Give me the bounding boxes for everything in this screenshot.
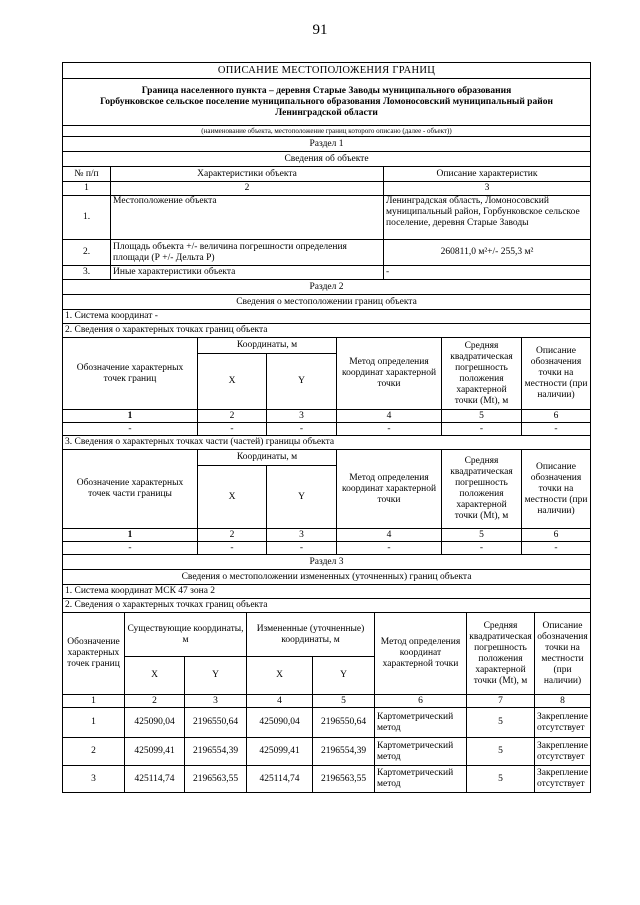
point-number: 1: [63, 708, 125, 738]
col-number: 3: [185, 695, 247, 708]
row-num: 3.: [63, 266, 111, 280]
point-number: 2: [63, 738, 125, 766]
table-row: [63, 766, 591, 793]
header-changed-x: X: [247, 657, 313, 695]
header-description: Описание обозначения точки на местности (при наличии): [522, 450, 591, 529]
point-number: 3: [63, 766, 125, 793]
existing-y: 2196563,55: [185, 766, 247, 793]
col-number: 2: [198, 529, 267, 542]
empty-cell: -: [63, 542, 198, 555]
col-number: 5: [442, 410, 522, 423]
section2-title: Сведения о местоположении границ объекта: [63, 295, 591, 310]
coordinate-system: 1. Система координат МСК 47 зона 2: [63, 585, 591, 599]
table-row: [63, 196, 591, 240]
empty-cell: -: [337, 542, 442, 555]
row-num: 2.: [63, 240, 111, 266]
header-coordinates: Координаты, м: [198, 338, 337, 354]
header-changed-coordinates: Измененные (уточненные) координаты, м: [247, 613, 375, 657]
header-x: X: [198, 466, 267, 529]
header-y: Y: [267, 466, 337, 529]
col-number: 6: [522, 410, 591, 423]
existing-x: 425099,41: [125, 738, 185, 766]
header-method: Метод определения координат характерной точки: [337, 338, 442, 410]
table-row: [63, 708, 591, 738]
section3-label: Раздел 3: [63, 555, 591, 570]
col-number: 4: [337, 529, 442, 542]
header-description: Описание обозначения точки на местности (при наличии): [535, 613, 591, 695]
empty-cell: -: [522, 542, 591, 555]
col-number: 3: [267, 529, 337, 542]
header-accuracy: Средняя квадратическая погрешность положения характерной точки (Mt), м: [467, 613, 535, 695]
document-title: ОПИСАНИЕ МЕСТОПОЛОЖЕНИЯ ГРАНИЦ: [63, 63, 591, 79]
method: Картометрический метод: [375, 766, 467, 793]
section1-title: Сведения об объекте: [63, 152, 591, 167]
empty-cell: -: [198, 542, 267, 555]
row-num: 1.: [63, 196, 111, 240]
part-boundary-points-title: 3. Сведения о характерных точках части (частей) границы объекта: [63, 436, 591, 450]
section2-table: [62, 279, 591, 555]
row-characteristic: Местоположение объекта: [111, 196, 384, 240]
col-number: 2: [125, 695, 185, 708]
empty-cell: -: [337, 423, 442, 436]
header-changed-y: Y: [313, 657, 375, 695]
existing-x: 425090,04: [125, 708, 185, 738]
col-number: 1: [63, 695, 125, 708]
empty-cell: -: [522, 423, 591, 436]
object-caption: (наименование объекта, местоположение границ которого описано (далее - объект)): [63, 126, 591, 137]
method: Картометрический метод: [375, 708, 467, 738]
object-name: [63, 79, 591, 126]
changed-x: 425090,04: [247, 708, 313, 738]
existing-x: 425114,74: [125, 766, 185, 793]
description: Закрепление отсутствует: [535, 738, 591, 766]
empty-cell: -: [442, 423, 522, 436]
header-designation-part: Обозначение характерных точек части границы: [63, 450, 198, 529]
boundary-points-title: 2. Сведения о характерных точках границ объекта: [63, 599, 591, 613]
header-designation: Обозначение характерных точек границ: [63, 613, 125, 695]
changed-y: 2196554,39: [313, 738, 375, 766]
col-number: 5: [442, 529, 522, 542]
object-name-line-3: Ленинградской области: [275, 107, 378, 118]
section1-table: [62, 62, 591, 280]
col-number: 3: [384, 182, 591, 196]
col-number: 2: [198, 410, 267, 423]
accuracy: 5: [467, 738, 535, 766]
col-number: 3: [267, 410, 337, 423]
col-number: 8: [535, 695, 591, 708]
col-number: 4: [337, 410, 442, 423]
header-existing-coordinates: Существующие координаты, м: [125, 613, 247, 657]
accuracy: 5: [467, 766, 535, 793]
table-row: [63, 542, 591, 555]
coordinate-system: 1. Система координат -: [63, 310, 591, 324]
header-coordinates: Координаты, м: [198, 450, 337, 466]
table-row: [63, 423, 591, 436]
empty-cell: -: [267, 542, 337, 555]
section1-label: Раздел 1: [63, 137, 591, 152]
page-number: 91: [312, 22, 328, 38]
empty-cell: -: [442, 542, 522, 555]
header-method: Метод определения координат характерной точки: [375, 613, 467, 695]
header-accuracy: Средняя квадратическая погрешность положения характерной точки (Mt), м: [442, 338, 522, 410]
section3-table: [62, 554, 591, 793]
header-method: Метод определения координат характерной точки: [337, 450, 442, 529]
header-existing-x: X: [125, 657, 185, 695]
col-header-num: № п/п: [63, 167, 111, 182]
section2-label: Раздел 2: [63, 280, 591, 295]
object-name-line-1: Граница населенного пункта – деревня Старые Заводы муниципального образования: [141, 85, 512, 96]
col-number: 7: [467, 695, 535, 708]
changed-y: 2196563,55: [313, 766, 375, 793]
header-x: X: [198, 354, 267, 410]
col-number: 1: [63, 410, 198, 423]
col-header-description: Описание характеристик: [384, 167, 591, 182]
description: Закрепление отсутствует: [535, 766, 591, 793]
col-number: 2: [111, 182, 384, 196]
empty-cell: -: [267, 423, 337, 436]
section3-title: Сведения о местоположении измененных (уточненных) границ объекта: [63, 570, 591, 585]
header-accuracy: Средняя квадратическая погрешность положения характерной точки (Mt), м: [442, 450, 522, 529]
header-designation: Обозначение характерных точек границ: [63, 338, 198, 410]
col-number: 4: [247, 695, 313, 708]
description: Закрепление отсутствует: [535, 708, 591, 738]
row-value: 260811,0 м²+/- 255,3 м²: [384, 240, 591, 266]
table-row: [63, 738, 591, 766]
col-header-characteristics: Характеристики объекта: [111, 167, 384, 182]
col-number: 1: [63, 182, 111, 196]
empty-cell: -: [198, 423, 267, 436]
header-existing-y: Y: [185, 657, 247, 695]
existing-y: 2196550,64: [185, 708, 247, 738]
changed-x: 425114,74: [247, 766, 313, 793]
row-characteristic: Иные характеристики объекта: [111, 266, 384, 280]
table-row: [63, 240, 591, 266]
col-number: 5: [313, 695, 375, 708]
col-number: 6: [375, 695, 467, 708]
row-characteristic: Площадь объекта +/- величина погрешности определения площади (Р +/- Дельта Р): [111, 240, 384, 266]
row-value: -: [384, 266, 591, 280]
empty-cell: -: [63, 423, 198, 436]
col-number: 1: [63, 529, 198, 542]
document-body: [62, 62, 590, 793]
method: Картометрический метод: [375, 738, 467, 766]
header-y: Y: [267, 354, 337, 410]
table-row: [63, 266, 591, 280]
boundary-points-title: 2. Сведения о характерных точках границ объекта: [63, 324, 591, 338]
accuracy: 5: [467, 708, 535, 738]
changed-x: 425099,41: [247, 738, 313, 766]
existing-y: 2196554,39: [185, 738, 247, 766]
row-value: Ленинградская область, Ломоносовский муниципальный район, Горбунковское сельское поселение, деревня Старые Заводы: [384, 196, 591, 240]
changed-y: 2196550,64: [313, 708, 375, 738]
object-name-line-2: Горбунковское сельское поселение муниципального образования Ломоносовский муниципальный район: [100, 96, 553, 107]
col-number: 6: [522, 529, 591, 542]
header-description: Описание обозначения точки на местности (при наличии): [522, 338, 591, 410]
